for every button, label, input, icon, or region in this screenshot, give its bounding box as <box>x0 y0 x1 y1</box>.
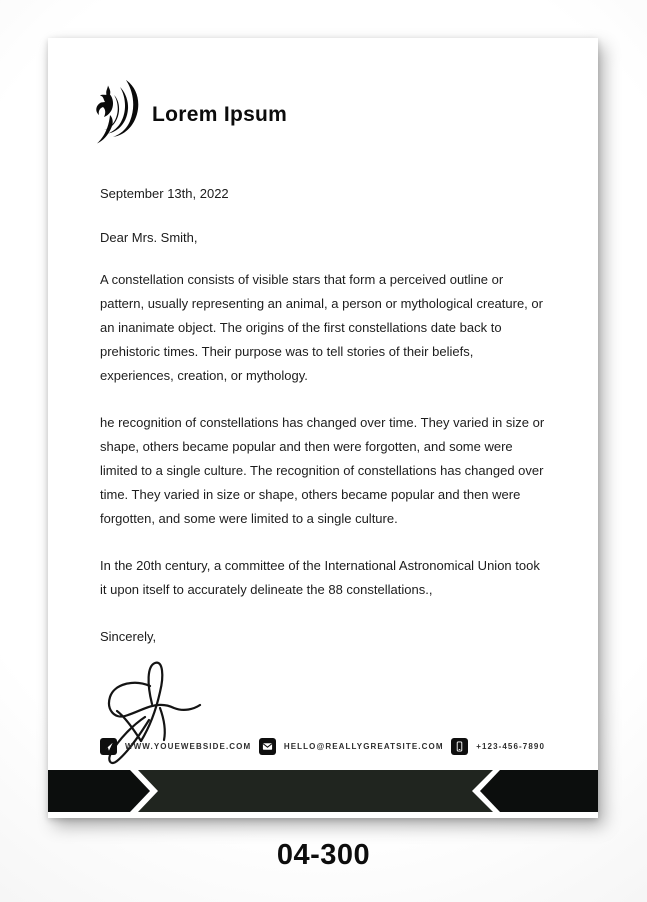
footer-website-text: WWW.YOUEWEBSIDE.COM <box>125 742 252 751</box>
letter-paragraph-2: he recognition of constellations has changed over time. They varied in size or shape, others became popular and then were forgotten, and some were limited to a single culture. The recognition of constellations has changed over time. They varied in size or shape, others became popular and then were forgotten, and some were limited to a single culture. <box>100 415 545 526</box>
phone-icon <box>451 738 468 755</box>
phoenix-bird-icon <box>90 80 140 150</box>
footer-email-text: HELLO@REALLYGREATSITE.COM <box>283 742 444 751</box>
letter-content <box>100 38 545 781</box>
letter-paragraph-3: In the 20th century, a committee of the International Astronomical Union took it upon itself to accurately delineate the 88 constellations., <box>100 558 540 597</box>
letterhead-header <box>90 80 545 150</box>
page-code-label: 04-300 <box>276 839 371 871</box>
ribbon-middle-band <box>138 770 493 812</box>
paper-plane-icon <box>100 738 117 755</box>
footer-item-email <box>259 738 444 755</box>
footer-phone-text: +123-456-7890 <box>476 742 545 751</box>
letter-salutation: Dear Mrs. Smith, <box>100 230 198 245</box>
bottom-ribbon <box>48 770 598 812</box>
letter-closing: Sincerely, <box>100 629 157 644</box>
letter-paragraph-1: A constellation consists of visible stars that form a perceived outline or pattern, usually representing an animal, a person or mythological creature, or an inanimate object. The origins of the first constellations date back to prehistoric times. Their purpose was to tell stories of their beliefs, experiences, creation, or mythology. <box>100 272 543 383</box>
signature-scribble <box>94 656 244 776</box>
footer-item-website <box>100 738 251 755</box>
ribbon-right-arrow <box>480 770 598 812</box>
brand-name: Lorem Ipsum <box>152 103 288 126</box>
contact-footer <box>100 738 545 755</box>
ribbon-left-arrow <box>48 770 150 812</box>
footer-item-phone <box>451 738 545 755</box>
envelope-icon <box>259 738 276 755</box>
letter-page <box>48 38 598 818</box>
letter-date: September 13th, 2022 <box>100 186 229 201</box>
